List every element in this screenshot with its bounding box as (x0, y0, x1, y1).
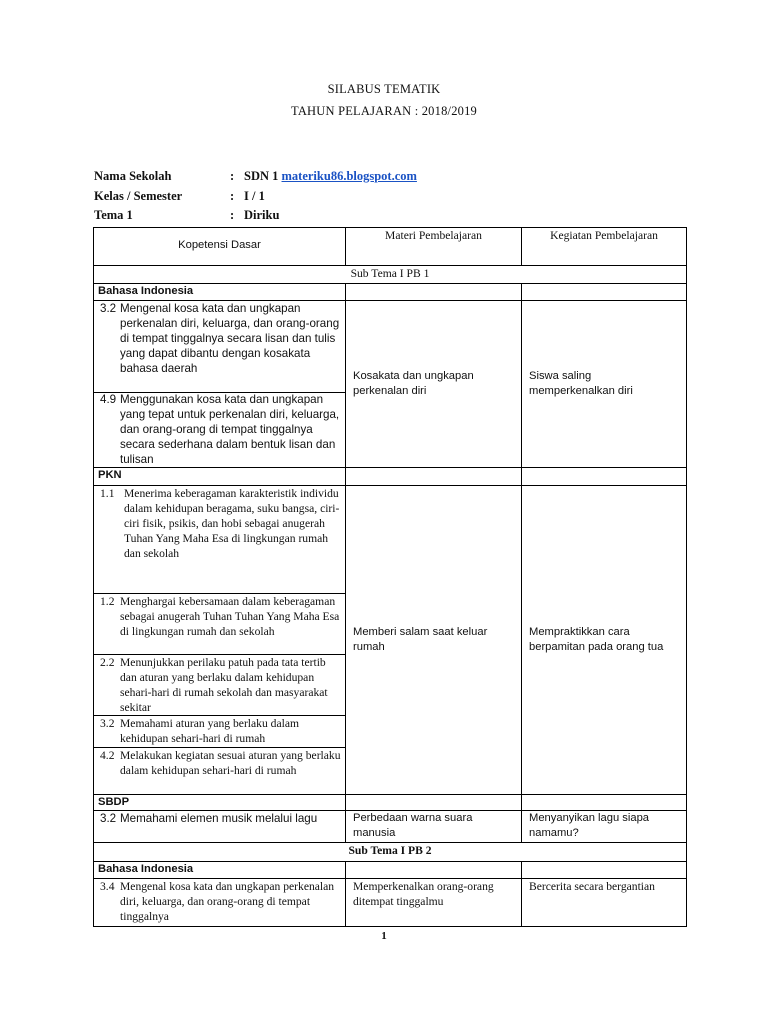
subject-heading: PKN (98, 469, 122, 481)
info-label: Nama Sekolah (94, 169, 172, 183)
subtema-row: Sub Tema I PB 1 (350, 267, 430, 280)
info-separator: : (230, 189, 235, 203)
kd-item (100, 811, 344, 826)
header-kegiatan: Kegiatan Pembelajaran (550, 229, 658, 242)
subject-heading: Bahasa Indonesia (98, 863, 194, 875)
subject-heading: SBDP (98, 796, 130, 808)
info-value: I / 1 (244, 189, 265, 203)
kd-number: 1.1 (100, 487, 115, 500)
kd-number: 1.2 (100, 595, 115, 608)
info-value: Diriku (244, 208, 280, 222)
materi-cell: Memperkenalkan orang-orang ditempat tinggalmu (353, 880, 494, 908)
kegiatan-cell: Bercerita secara bergantian (529, 880, 655, 893)
kd-item (100, 486, 344, 561)
school-name: SDN 1 (244, 169, 282, 183)
info-separator: : (230, 208, 235, 222)
school-link[interactable]: materiku86.blogspot.com (281, 169, 417, 183)
kd-text: Melakukan kegiatan sesuai aturan yang berlaku dalam kehidupan sehari-hari di rumah (120, 749, 341, 777)
table-border (345, 861, 346, 927)
kd-text: Menggunakan kosa kata dan ungkapan yang tepat untuk perkenalan diri, keluarga, dan orang-orang di tempat tinggalnya secara sederhana dalam bentuk lisan dan tulisan (120, 393, 340, 466)
kd-text: Memahami elemen musik melalui lagu (120, 812, 318, 825)
kd-item (100, 392, 344, 467)
kd-text: Menunjukkan perilaku patuh pada tata tertib dan aturan yang berlaku dalam kehidupan sehari-hari di rumah sekolah dan masyarakat sekitar (120, 656, 328, 714)
document-subtitle: TAHUN PELAJARAN : 2018/2019 (291, 104, 477, 118)
kd-text: Memahami aturan yang berlaku dalam kehidupan sehari-hari di rumah (120, 717, 299, 745)
subject-heading: Bahasa Indonesia (98, 285, 194, 297)
kd-item (100, 716, 344, 746)
info-row-school (94, 168, 514, 184)
kegiatan-cell: Mempraktikkan cara berpamitan pada orang tua (529, 626, 664, 653)
kd-number: 4.2 (100, 749, 115, 762)
kd-number: 2.2 (100, 656, 115, 669)
kd-number: 3.4 (100, 880, 115, 893)
kd-text: Menghargai kebersamaan dalam keberagaman sebagai anugerah Tuhan Tuhan Yang Maha Esa di lingkungan rumah dan sekolah (120, 595, 340, 638)
kd-text: Mengenal kosa kata dan ungkapan perkenalan diri, keluarga, dan orang-orang di tempat tinggalnya secara lisan dan tulis yang dapat dibantu dengan kosakata bahasa daerah (120, 302, 340, 375)
kd-number: 3.2 (100, 302, 117, 315)
kd-item (100, 594, 344, 639)
kd-item (100, 879, 344, 924)
table-border (93, 794, 687, 795)
table-border (521, 283, 522, 842)
header-materi: Materi Pembelajaran (385, 229, 482, 242)
table-border (93, 227, 94, 927)
kegiatan-cell: Siswa saling memperkenalkan diri (529, 370, 633, 397)
kd-item (100, 301, 344, 376)
document-title: SILABUS TEMATIK (327, 82, 441, 96)
info-row-class (94, 188, 514, 204)
subtema-row: Sub Tema I PB 2 (348, 844, 432, 857)
table-border (686, 227, 687, 927)
table-border (93, 926, 687, 927)
materi-cell: Perbedaan warna suara manusia (353, 812, 473, 839)
kd-number: 4.9 (100, 393, 117, 406)
header-kompetensi: Kopetensi Dasar (178, 239, 261, 251)
materi-cell: Kosakata dan ungkapan perkenalan diri (353, 370, 474, 397)
kd-item (100, 748, 344, 778)
kd-text: Menerima keberagaman karakteristik individu dalam kehidupan beragama, suku bangsa, ciri-ciri fisik, psikis, dan hobi sebagai anugerah Tuhan Yang Maha Esa di lingkungan rumah dan sekolah (124, 487, 340, 560)
kd-text: Mengenal kosa kata dan ungkapan perkenalan diri, keluarga, dan orang-orang di tempat tinggalnya (120, 880, 335, 923)
info-row-theme (94, 207, 514, 223)
table-border (345, 283, 346, 842)
info-label: Tema 1 (94, 208, 133, 222)
materi-cell: Memberi salam saat keluar rumah (353, 626, 488, 653)
info-label: Kelas / Semester (94, 189, 183, 203)
info-value (244, 168, 417, 184)
info-separator: : (230, 169, 235, 183)
table-border (521, 861, 522, 927)
kd-item (100, 655, 344, 715)
page-number: 1 (381, 930, 387, 942)
kd-number: 3.2 (100, 812, 117, 825)
table-border (93, 467, 687, 468)
kegiatan-cell: Menyanyikan lagu siapa namamu? (529, 812, 650, 839)
kd-number: 3.2 (100, 717, 115, 730)
